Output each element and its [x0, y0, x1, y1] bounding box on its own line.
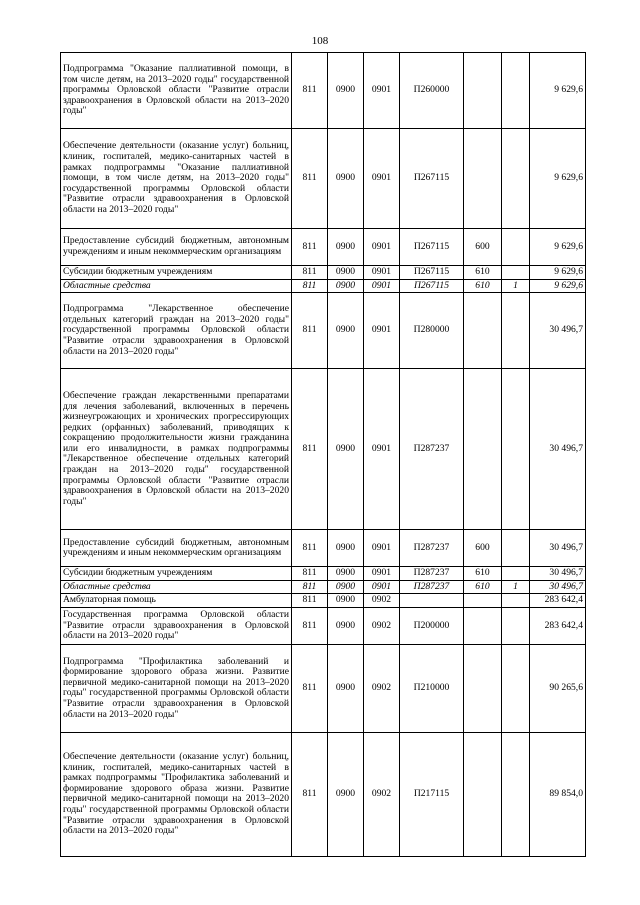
target-item-code-cell: П267115 — [400, 229, 464, 266]
section-code-cell: 0900 — [328, 53, 364, 129]
expense-name-cell: Подпрограмма "Лекарственное обеспечение отдельных категорий граждан на 2013–2020 годы" государственной программы Орловской области "Развитие отрасли здравоохранения в Орловской области на 2013–2020 годы" — [61, 293, 292, 369]
amount-cell: 9 629,6 — [530, 129, 586, 229]
amount-cell: 30 496,7 — [530, 580, 586, 594]
expense-name-cell: Подпрограмма "Оказание паллиативной помощи, в том числе детям, на 2013–2020 годы" государственной программы Орловской области "Развитие отрасли здравоохранения в Орловской области на 2013–2020 годы" — [61, 53, 292, 129]
expense-name-cell: Обеспечение деятельности (оказание услуг) больниц, клиник, госпиталей, медико-санитарных частей в рамках подпрограммы "Профилактика заболеваний и формирование здорового образа жизни. Развитие первичной медико-санитарной помощи на 2013–2020 годы" государственной программы Орловской области "Развитие отрасли здравоохранения в Орловской области на 2013–2020 годы" — [61, 732, 292, 856]
department-code-cell: 811 — [292, 732, 328, 856]
expense-type-code-cell: 610 — [464, 279, 502, 293]
fund-source-code-cell — [502, 229, 530, 266]
expense-type-code-cell: 610 — [464, 580, 502, 594]
department-code-cell: 811 — [292, 567, 328, 581]
subsection-code-cell: 0901 — [364, 293, 400, 369]
fund-source-code-cell — [502, 53, 530, 129]
expense-name-cell: Амбулаторная помощь — [61, 594, 292, 608]
table-row — [61, 732, 586, 856]
subsection-code-cell: 0902 — [364, 594, 400, 608]
amount-cell: 9 629,6 — [530, 53, 586, 129]
fund-source-code-cell — [502, 644, 530, 732]
expense-name-cell: Субсидии бюджетным учреждениям — [61, 567, 292, 581]
target-item-code-cell — [400, 594, 464, 608]
expense-name-cell: Предоставление субсидий бюджетным, автономным учреждениям и иным некоммерческим организациям — [61, 530, 292, 567]
amount-cell: 30 496,7 — [530, 567, 586, 581]
section-code-cell: 0900 — [328, 607, 364, 644]
expense-type-code-cell: 600 — [464, 229, 502, 266]
amount-cell: 9 629,6 — [530, 229, 586, 266]
department-code-cell: 811 — [292, 580, 328, 594]
expense-name-cell: Государственная программа Орловской области "Развитие отрасли здравоохранения в Орловской области на 2013–2020 годы" — [61, 607, 292, 644]
section-code-cell: 0900 — [328, 644, 364, 732]
amount-cell: 30 496,7 — [530, 369, 586, 530]
subsection-code-cell: 0901 — [364, 129, 400, 229]
table-row — [61, 279, 586, 293]
section-code-cell: 0900 — [328, 594, 364, 608]
expense-type-code-cell — [464, 594, 502, 608]
table-row — [61, 607, 586, 644]
amount-cell: 283 642,4 — [530, 594, 586, 608]
amount-cell: 30 496,7 — [530, 293, 586, 369]
page-number: 108 — [311, 35, 329, 47]
expense-type-code-cell — [464, 607, 502, 644]
amount-cell: 30 496,7 — [530, 530, 586, 567]
table-row — [61, 129, 586, 229]
expense-name-cell: Обеспечение граждан лекарственными препаратами для лечения заболеваний, включенных в перечень жизнеугрожающих и хронических прогрессирующих редких (орфанных) заболеваний, приводящих к сокращению продолжительности жизни гражданина или его инвалидности, в рамках подпрограммы "Лекарственное обеспечение отдельных категорий граждан на 2013–2020 годы" государственной программы Орловской области "Развитие отрасли здравоохранения в Орловской области на 2013–2020 годы" — [61, 369, 292, 530]
expense-name-cell: Подпрограмма "Профилактика заболеваний и формирование здорового образа жизни. Развитие первичной медико-санитарной помощи на 2013–2020 годы" государственной программы Орловской области "Развитие отрасли здравоохранения в Орловской области на 2013–2020 годы" — [61, 644, 292, 732]
section-code-cell: 0900 — [328, 229, 364, 266]
department-code-cell: 811 — [292, 229, 328, 266]
fund-source-code-cell: 1 — [502, 580, 530, 594]
subsection-code-cell: 0901 — [364, 567, 400, 581]
subsection-code-cell: 0901 — [364, 580, 400, 594]
subsection-code-cell: 0901 — [364, 279, 400, 293]
target-item-code-cell: П200000 — [400, 607, 464, 644]
department-code-cell: 811 — [292, 644, 328, 732]
target-item-code-cell: П217115 — [400, 732, 464, 856]
department-code-cell: 811 — [292, 607, 328, 644]
target-item-code-cell: П267115 — [400, 279, 464, 293]
fund-source-code-cell — [502, 594, 530, 608]
amount-cell: 90 265,6 — [530, 644, 586, 732]
expense-type-code-cell — [464, 293, 502, 369]
department-code-cell: 811 — [292, 279, 328, 293]
department-code-cell: 811 — [292, 369, 328, 530]
subsection-code-cell: 0901 — [364, 53, 400, 129]
table-row — [61, 369, 586, 530]
subsection-code-cell: 0902 — [364, 644, 400, 732]
section-code-cell: 0900 — [328, 580, 364, 594]
table-row — [61, 229, 586, 266]
subsection-code-cell: 0901 — [364, 369, 400, 530]
expense-type-code-cell — [464, 369, 502, 530]
budget-table — [60, 52, 586, 857]
table-row — [61, 530, 586, 567]
section-code-cell: 0900 — [328, 732, 364, 856]
fund-source-code-cell — [502, 129, 530, 229]
expense-type-code-cell: 600 — [464, 530, 502, 567]
section-code-cell: 0900 — [328, 293, 364, 369]
target-item-code-cell: П280000 — [400, 293, 464, 369]
fund-source-code-cell — [502, 607, 530, 644]
department-code-cell: 811 — [292, 53, 328, 129]
expense-type-code-cell: 610 — [464, 567, 502, 581]
target-item-code-cell: П287237 — [400, 369, 464, 530]
section-code-cell: 0900 — [328, 530, 364, 567]
target-item-code-cell: П287237 — [400, 567, 464, 581]
table-row — [61, 594, 586, 608]
target-item-code-cell: П287237 — [400, 530, 464, 567]
fund-source-code-cell — [502, 530, 530, 567]
section-code-cell: 0900 — [328, 129, 364, 229]
subsection-code-cell: 0902 — [364, 607, 400, 644]
table-row — [61, 293, 586, 369]
expense-type-code-cell — [464, 644, 502, 732]
expense-name-cell: Субсидии бюджетным учреждениям — [61, 266, 292, 280]
subsection-code-cell: 0901 — [364, 530, 400, 567]
table-row — [61, 266, 586, 280]
department-code-cell: 811 — [292, 266, 328, 280]
expense-name-cell: Предоставление субсидий бюджетным, автономным учреждениям и иным некоммерческим организациям — [61, 229, 292, 266]
table-row — [61, 567, 586, 581]
amount-cell: 283 642,4 — [530, 607, 586, 644]
budget-table-body — [61, 53, 586, 857]
fund-source-code-cell — [502, 369, 530, 530]
fund-source-code-cell — [502, 266, 530, 280]
target-item-code-cell: П260000 — [400, 53, 464, 129]
department-code-cell: 811 — [292, 293, 328, 369]
department-code-cell: 811 — [292, 594, 328, 608]
subsection-code-cell: 0902 — [364, 732, 400, 856]
table-row — [61, 580, 586, 594]
department-code-cell: 811 — [292, 129, 328, 229]
expense-name-cell: Обеспечение деятельности (оказание услуг) больниц, клиник, госпиталей, медико-санитарных частей в рамках подпрограммы "Оказание паллиативной помощи, в том числе детям, на 2013–2020 годы" государственной программы Орловской области "Развитие отрасли здравоохранения в Орловской области на 2013–2020 годы" — [61, 129, 292, 229]
fund-source-code-cell — [502, 732, 530, 856]
section-code-cell: 0900 — [328, 266, 364, 280]
fund-source-code-cell: 1 — [502, 279, 530, 293]
subsection-code-cell: 0901 — [364, 266, 400, 280]
amount-cell: 9 629,6 — [530, 279, 586, 293]
section-code-cell: 0900 — [328, 369, 364, 530]
fund-source-code-cell — [502, 293, 530, 369]
target-item-code-cell: П287237 — [400, 580, 464, 594]
table-row — [61, 644, 586, 732]
amount-cell: 9 629,6 — [530, 266, 586, 280]
expense-name-cell: Областные средства — [61, 580, 292, 594]
expense-type-code-cell — [464, 53, 502, 129]
expense-type-code-cell: 610 — [464, 266, 502, 280]
fund-source-code-cell — [502, 567, 530, 581]
expense-type-code-cell — [464, 732, 502, 856]
section-code-cell: 0900 — [328, 279, 364, 293]
table-row — [61, 53, 586, 129]
subsection-code-cell: 0901 — [364, 229, 400, 266]
expense-type-code-cell — [464, 129, 502, 229]
section-code-cell: 0900 — [328, 567, 364, 581]
department-code-cell: 811 — [292, 530, 328, 567]
target-item-code-cell: П210000 — [400, 644, 464, 732]
amount-cell: 89 854,0 — [530, 732, 586, 856]
expense-name-cell: Областные средства — [61, 279, 292, 293]
target-item-code-cell: П267115 — [400, 266, 464, 280]
target-item-code-cell: П267115 — [400, 129, 464, 229]
